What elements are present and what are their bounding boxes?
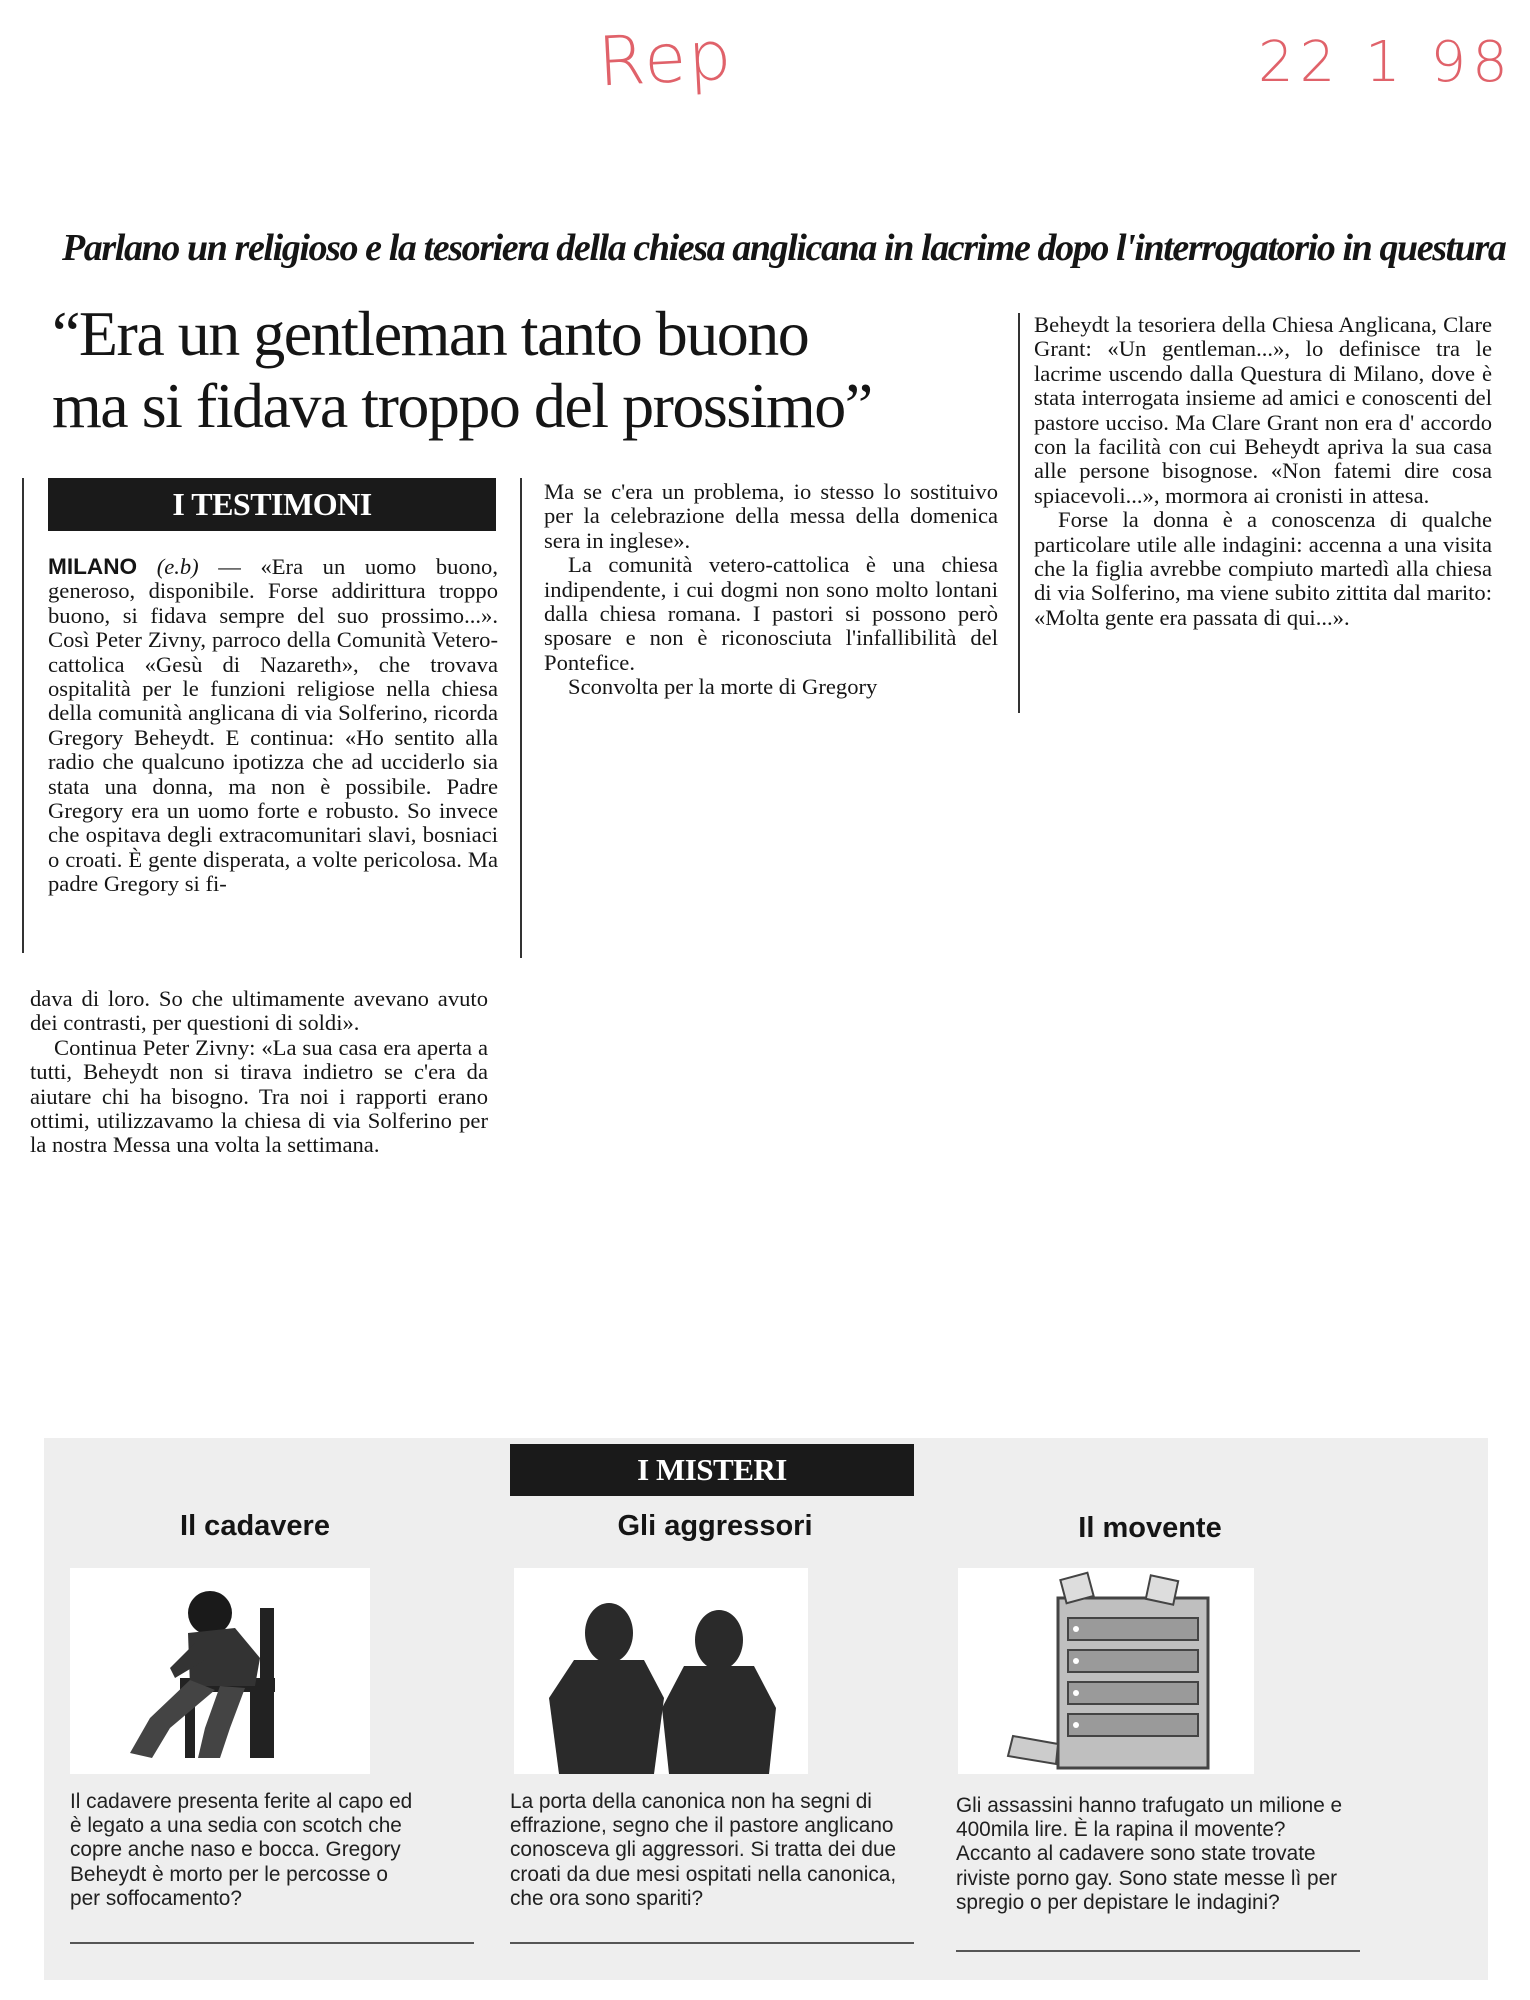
handwritten-date: 22 1 98 [1258, 30, 1514, 95]
article-paragraph: Forse la donna è a conoscenza di qualche particolare utile alle indagini: accenna a una visita che la figlia avrebbe compiuto martedì alla chiesa di via Solferino, ma viene subito zittita dal marito: «Molta gente era passata di qui...». [1034, 507, 1492, 630]
misteri-text-cadavere: Il cadavere presenta ferite al capo ed è legato a una sedia con scotch che copre anche naso e bocca. Gregory Beheydt è morto per le percosse o per soffocamento? [70, 1790, 413, 1910]
article-paragraph [48, 555, 498, 897]
headline-line-2: ma si fidava troppo del prossimo” [52, 370, 872, 441]
misteri-rule [70, 1942, 474, 1944]
article-column-1 [48, 555, 498, 897]
cadavere-illustration [70, 1568, 370, 1774]
article-column-3 [1034, 313, 1492, 630]
article-column-2 [544, 480, 998, 700]
article-paragraph: Continua Peter Zivny: «La sua casa era aperta a tutti, Beheydt non si tirava indietro se c'era da aiutare chi ha bisogno. Tra noi i rapporti erano ottimi, utilizzavamo la chiesa di via Solferino per la nostra Messa una volta la settimana. [30, 1034, 488, 1158]
handwritten-source-mark: Rep [596, 16, 736, 103]
headline-line-1: “Era un gentleman tanto buono [52, 298, 809, 369]
column-rule [22, 478, 24, 953]
byline: (e.b) [156, 554, 199, 579]
misteri-text-aggressori: La porta della canonica non ha segni di effrazione, segno che il pastore anglicano conosceva gli aggressori. Si tratta dei due croati da due mesi ospitati nella canonica, che ora sono spariti? [510, 1790, 897, 1910]
movente-illustration [958, 1568, 1254, 1774]
misteri-rule [956, 1950, 1360, 1952]
article-paragraph: dava di loro. So che ultimamente avevano avuto dei contrasti, per questioni di soldi». [30, 986, 488, 1036]
section-label-testimoni: I TESTIMONI [48, 478, 496, 531]
misteri-title-aggressori: Gli aggressori [617, 1510, 813, 1542]
article-kicker: Parlano un religioso e la tesoriera della chiesa anglicana in lacrime dopo l'interrogatorio in questura [62, 227, 1506, 269]
article-paragraph: La comunità vetero-cattolica è una chiesa indipendente, i cui dogmi non sono molto lontani dalla chiesa romana. I pastori si possono però sposare e non è riconosciuta l'infallibilità del Pontefice. [544, 552, 998, 675]
paragraph-text: — «Era un uomo buono, generoso, disponibile. Forse addirittura troppo buono, si fidava sempre del suo prossimo...». Così Peter Zivny, parroco della Comunità Vetero-cattolica «Gesù di Nazareth», che trovava ospitalità per le funzioni religiose nella chiesa della comunità anglicana di via Solferino, ricorda Gregory Beheydt. E continua: «Ho sentito alla radio che qualcuno ipotizza che ad ucciderlo sia stata una donna, ma non è possibile. Padre Gregory era un uomo forte e robusto. So invece che ospitava degli extracomunitari slavi, bosniaci o croati. È gente disperata, a volte pericolosa. Ma padre Gregory si fi- [48, 554, 498, 897]
seated-bound-figure-icon [70, 1568, 370, 1774]
article-paragraph: Sconvolta per la morte di Gregory [568, 674, 878, 700]
misteri-text-movente: Gli assassini hanno trafugato un milione e 400mila lire. È la rapina il movente? Accanto al cadavere sono state trovate riviste porno gay. Sono state messe lì per spregio o per depistare le indagini? [956, 1794, 1343, 1914]
article-headline [52, 298, 1012, 442]
column-rule [520, 478, 522, 958]
article-paragraph: Beheydt la tesoriera della Chiesa Anglicana, Clare Grant: «Un gentleman...», lo definisce tra le lacrime uscendo dalla Questura di Milano, dove è stata interrogata insieme ad amici e conoscenti del pastore ucciso. Ma Clare Grant non era d' accordo con la facilità con cui Beheydt apriva la sua casa alle persone bisognose. «Non fatemi dire cosa spiacevoli...», mormora ai cronisti in attesa. [1034, 312, 1492, 508]
article-column-1-continued [30, 987, 488, 1158]
dateline: MILANO [48, 554, 138, 579]
misteri-rule [510, 1942, 914, 1944]
chest-of-drawers-icon [958, 1568, 1254, 1774]
misteri-title-cadavere: Il cadavere [180, 1510, 330, 1542]
aggressori-illustration [514, 1568, 808, 1774]
column-rule [1018, 313, 1020, 713]
misteri-title-movente: Il movente [1078, 1512, 1222, 1544]
two-silhouettes-icon [514, 1568, 808, 1774]
section-label-misteri: I MISTERI [510, 1444, 914, 1496]
article-paragraph: Ma se c'era un problema, io stesso lo sostituivo per la celebrazione della messa della domenica sera in inglese». [544, 479, 998, 553]
